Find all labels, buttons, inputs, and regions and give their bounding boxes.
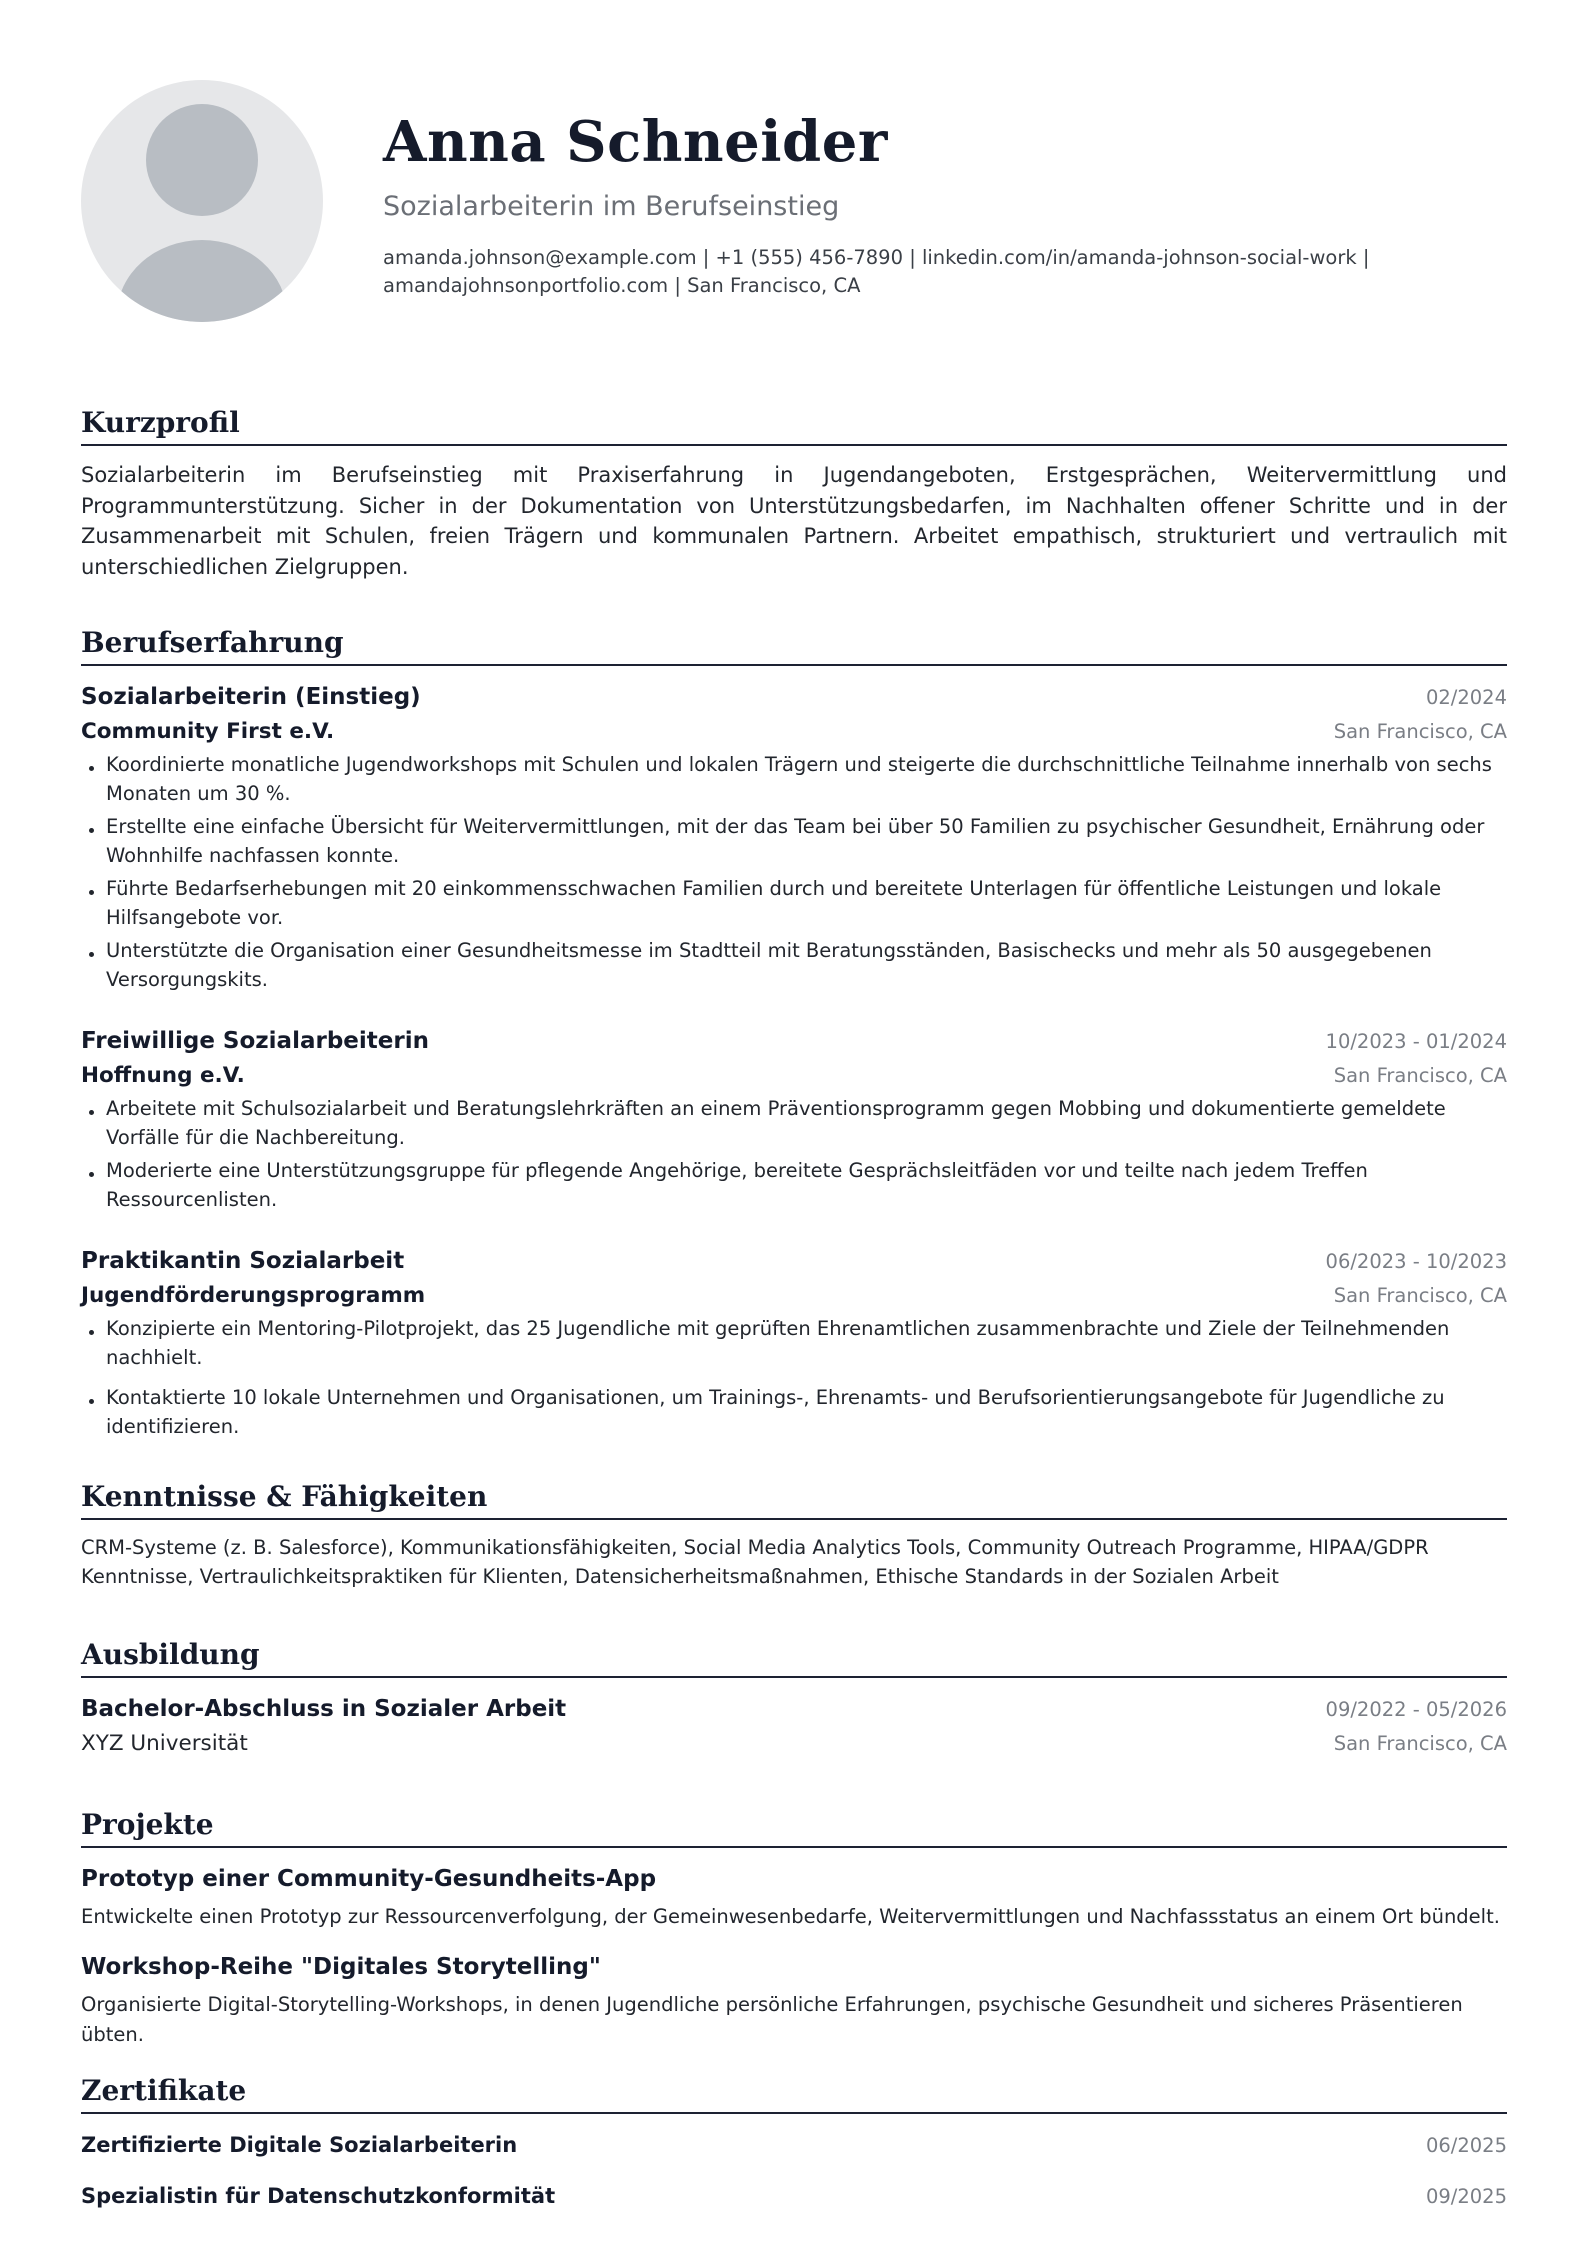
job-location: San Francisco, CA: [1333, 1064, 1507, 1087]
summary-text: Sozialarbeiterin im Berufseinstieg mit Praxiserfahrung in Jugendangeboten, Erstgesprächen, Weitervermittlung und Programmunterstützung. Sicher in der Dokumentation von Unterstützungsbedarfen, im Nachhalten offener Schritte und in der Zusammenarbeit mit Schulen, freien Trägern und kommunalen Partnern. Arbeitet empathisch, strukturiert und vertraulich mit unterschiedlichen Zielgruppen.: [81, 463, 1507, 579]
certificate-entry: [81, 2179, 1507, 2214]
project-description: Organisierte Digital-Storytelling-Workshops, in denen Jugendliche persönliche Erfahrungen, psychische Gesundheit und sicheres Präsentieren übten.: [81, 1993, 1463, 2046]
certificate-entry: [81, 2128, 1507, 2163]
job-date: 02/2024: [1425, 686, 1507, 709]
skills-section: [81, 1478, 1507, 1591]
job-entry: [81, 680, 1507, 994]
education-section: [81, 1636, 1507, 1761]
section-title-skills: Kenntnisse & Fähigkeiten: [81, 1478, 1507, 1520]
job-bullet: Konzipierte ein Mentoring-Pilotprojekt, das 25 Jugendliche mit geprüften Ehrenamtlichen zusammenbrachte und Ziele der Teilnehmenden nachhielt.: [81, 1315, 1507, 1372]
project-title: Workshop-Reihe "Digitales Storytelling": [81, 1954, 601, 1980]
experience-section: [81, 624, 1507, 1446]
certificate-title: Spezialistin für Datenschutzkonformität: [81, 2184, 556, 2208]
certificates-section: [81, 2072, 1507, 2214]
job-bullet: Kontaktierte 10 lokale Unternehmen und Organisationen, um Trainings-, Ehrenamts- und Berufsorientierungsangebote für Jugendliche zu identifizieren.: [81, 1384, 1507, 1441]
avatar-body-shape: [117, 240, 287, 322]
project-description: Entwickelte einen Prototyp zur Ressourcenverfolgung, der Gemeinwesenbedarfe, Weitervermittlungen und Nachfassstatus an einem Ort bündelt.: [81, 1905, 1500, 1928]
job-bullet-list: [81, 751, 1507, 994]
job-entry: [81, 1244, 1507, 1441]
education-location: San Francisco, CA: [1333, 1732, 1507, 1755]
job-location: San Francisco, CA: [1333, 720, 1507, 743]
job-organization: Jugendförderungsprogramm: [81, 1283, 426, 1308]
job-date: 10/2023 - 01/2024: [1325, 1030, 1507, 1053]
job-header-row: [81, 680, 1507, 715]
job-bullet: Moderierte eine Unterstützungsgruppe für pflegende Angehörige, bereitete Gesprächsleitfäden vor und teilte nach jedem Treffen Ressourcenlisten.: [81, 1157, 1507, 1214]
job-location: San Francisco, CA: [1333, 1284, 1507, 1307]
avatar-head-shape: [146, 104, 258, 216]
job-bullet: Unterstützte die Organisation einer Gesundheitsmesse im Stadtteil mit Beratungsständen, Basischecks und mehr als 50 ausgegebenen Versorgungskits.: [81, 937, 1507, 994]
summary-section: [81, 404, 1507, 582]
job-bullet-list: [81, 1095, 1507, 1214]
section-title-experience: Berufserfahrung: [81, 624, 1507, 666]
job-date: 06/2023 - 10/2023: [1325, 1250, 1507, 1273]
job-org-row: [81, 1059, 1507, 1093]
job-bullet-list: [81, 1315, 1507, 1441]
candidate-name: Anna Schneider: [383, 109, 888, 175]
job-bullet: Erstellte eine einfache Übersicht für Weitervermittlungen, mit der das Team bei über 50 Familien zu psychischer Gesundheit, Ernährung oder Wohnhilfe nachfassen konnte.: [81, 813, 1507, 870]
skills-text: CRM-Systeme (z. B. Salesforce), Kommunikationsfähigkeiten, Social Media Analytics Tools, Community Outreach Programme, HIPAA/GDPR Kenntnisse, Vertraulichkeitspraktiken für Klienten, Datensicherheitsmaßnahmen, Ethische Standards in der Sozialen Arbeit: [81, 1536, 1429, 1588]
job-bullet: Arbeitete mit Schulsozialarbeit und Beratungslehrkräften an einem Präventionsprogramm gegen Mobbing und dokumentierte gemeldete Vorfälle für die Nachbereitung.: [81, 1095, 1507, 1152]
job-title: Praktikantin Sozialarbeit: [81, 1248, 405, 1274]
job-bullet: Führte Bedarfserhebungen mit 20 einkommensschwachen Familien durch und bereitete Unterlagen für öffentliche Leistungen und lokale Hilfsangebote vor.: [81, 875, 1507, 932]
job-org-row: [81, 1279, 1507, 1313]
avatar-placeholder-icon: [81, 80, 323, 322]
project-entry: [81, 1950, 1507, 2050]
job-organization: Hoffnung e.V.: [81, 1063, 245, 1088]
education-school-row: [81, 1727, 1507, 1761]
candidate-subtitle: Sozialarbeiterin im Berufseinstieg: [383, 191, 840, 222]
education-header-row: [81, 1692, 1507, 1727]
project-title: Prototyp einer Community-Gesundheits-App: [81, 1866, 657, 1892]
education-entry: [81, 1692, 1507, 1761]
job-title: Sozialarbeiterin (Einstieg): [81, 684, 421, 710]
resume-header: [81, 0, 1507, 340]
education-degree: Bachelor-Abschluss in Sozialer Arbeit: [81, 1696, 567, 1722]
certificate-title: Zertifizierte Digitale Sozialarbeiterin: [81, 2133, 518, 2157]
certificate-date: 06/2025: [1425, 2134, 1507, 2157]
job-organization: Community First e.V.: [81, 719, 335, 744]
job-entry: [81, 1024, 1507, 1214]
job-title: Freiwillige Sozialarbeiterin: [81, 1028, 429, 1054]
projects-section: [81, 1806, 1507, 2050]
project-entry: [81, 1862, 1507, 1932]
contact-line-2: amandajohnsonportfolio.com | San Francisco, CA: [383, 274, 861, 297]
job-bullet: Koordinierte monatliche Jugendworkshops mit Schulen und lokalen Trägern und steigerte die durchschnittliche Teilnahme innerhalb von sechs Monaten um 30 %.: [81, 751, 1507, 808]
certificate-date: 09/2025: [1425, 2185, 1507, 2208]
section-title-certificates: Zertifikate: [81, 2072, 1507, 2114]
section-title-projects: Projekte: [81, 1806, 1507, 1848]
contact-info: [383, 244, 1383, 300]
contact-line-1: amanda.johnson@example.com | +1 (555) 456-7890 | linkedin.com/in/amanda-johnson-social-work |: [383, 246, 1370, 269]
education-school: XYZ Universität: [81, 1731, 248, 1756]
job-header-row: [81, 1024, 1507, 1059]
job-org-row: [81, 715, 1507, 749]
job-header-row: [81, 1244, 1507, 1279]
education-date: 09/2022 - 05/2026: [1325, 1698, 1507, 1721]
section-title-education: Ausbildung: [81, 1636, 1507, 1678]
section-title-summary: Kurzprofil: [81, 404, 1507, 446]
